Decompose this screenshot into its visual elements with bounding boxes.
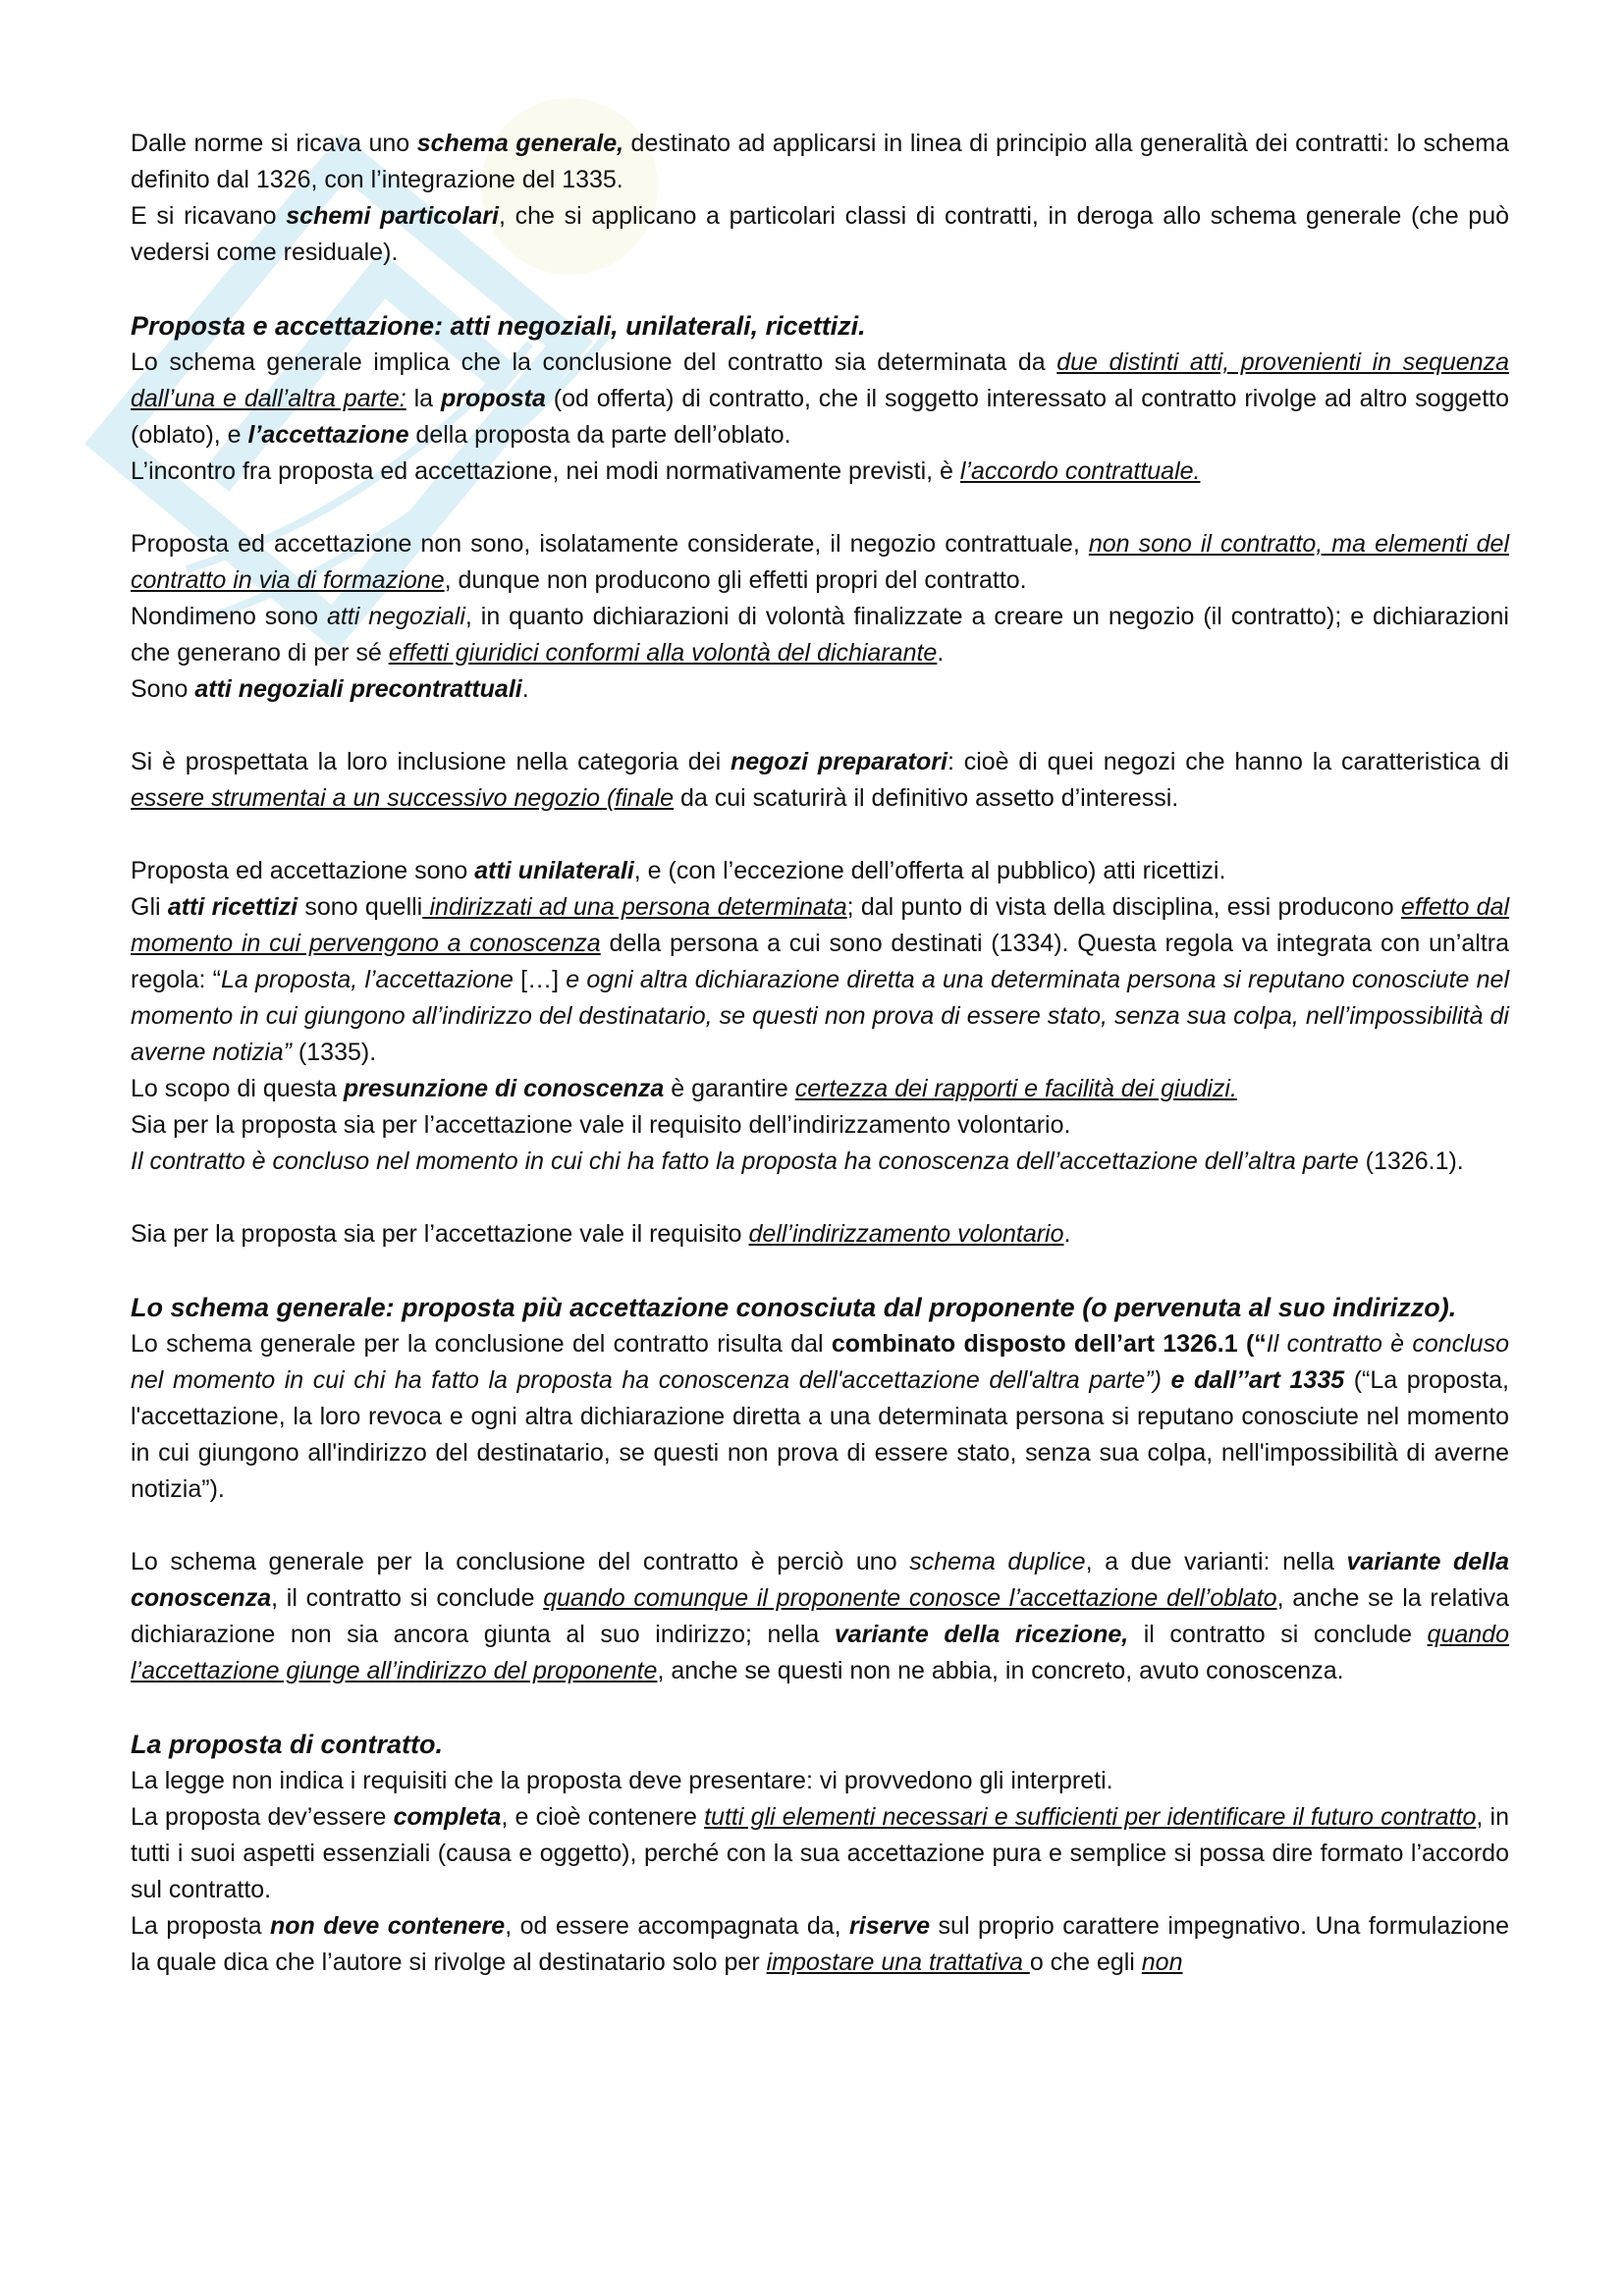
text-run: La proposta, l’accettazione (220, 966, 514, 993)
text-run: La proposta (131, 1912, 271, 1940)
text-run: presunzione di conoscenza (343, 1075, 665, 1102)
text-run: atti unilaterali (474, 857, 634, 884)
text-run: Lo schema generale per la conclusione del contratto risulta dal (131, 1330, 832, 1358)
text-run: o che egli (1029, 1949, 1142, 1976)
text-run: variante della ricezione, (834, 1621, 1129, 1648)
paragraph-spacer (131, 1689, 1509, 1726)
text-run: sono quelli (298, 893, 423, 921)
paragraph (131, 126, 1509, 198)
text-run: atti ricettizi (167, 893, 298, 921)
text-run: quando comunque il proponente conosce l’accettazione dell’oblato (543, 1584, 1277, 1612)
text-run: quando l’accettazione giunge all’indirizzo del proponente (131, 1621, 1509, 1684)
text-run: schemi particolari (286, 202, 499, 230)
paragraph-spacer (131, 817, 1509, 853)
text-run: certezza dei rapporti e facilità dei giudizi. (794, 1075, 1237, 1102)
text-run: . (1063, 1220, 1071, 1248)
text-run: della proposta da parte dell’oblato. (408, 421, 791, 449)
text-run: destinato ad applicarsi in linea di principio alla generalità dei contratti: lo schema definito dal 1326, con l’integrazione del 1335. (131, 130, 1509, 193)
text-run: variante della conoscenza (131, 1548, 1509, 1612)
paragraph (131, 1071, 1509, 1107)
text-run: , a due varianti: nella (1085, 1548, 1347, 1575)
paragraph (131, 1799, 1509, 1908)
text-run: non deve contenere (270, 1912, 506, 1940)
text-run: atti negoziali precontrattuali (194, 675, 522, 703)
text-run: effetti giuridici conformi alla volontà del dichiarante (388, 639, 938, 667)
paragraph (131, 526, 1509, 599)
text-run: ; dal punto di vista della disciplina, essi producono (846, 893, 1401, 921)
paragraph (131, 1144, 1509, 1180)
text-run: , e cioè contenere (501, 1803, 705, 1831)
paragraph (131, 1908, 1509, 1981)
text-run: essere strumentai a un successivo negozio (finale (131, 784, 675, 812)
text-run: La legge non indica i requisiti che la proposta deve presentare: vi provvedono gli interpreti. (131, 1767, 1113, 1794)
text-run: La proposta dev’essere (131, 1803, 394, 1831)
text-run: E si ricavano (131, 202, 287, 230)
section-heading (131, 1289, 1509, 1326)
text-run: , in quanto dichiarazioni di volontà finalizzate a creare un negozio (il contratto); e dichiarazioni che generano di per sé (131, 603, 1509, 667)
text-run: riserve (849, 1912, 931, 1940)
text-run: Sia per la proposta sia per l’accettazione vale il requisito (131, 1220, 749, 1248)
text-run: Proposta ed accettazione sono (131, 857, 475, 884)
text-run: (“La proposta, l'accettazione, la loro revoca e ogni altra dichiarazione diretta a una determinata persona si reputano conosciute nel momento in cui giungono all'indirizzo del destinatario, se questi non prova di essere stato, senza sua colpa, nell'impossibilità di averne notizia”). (131, 1366, 1509, 1503)
paragraph-spacer (131, 271, 1509, 307)
paragraph (131, 198, 1509, 271)
text-run: completa (393, 1803, 502, 1831)
text-run: Lo schema generale implica che la conclusione del contratto sia determinata da (131, 348, 1057, 376)
paragraph-spacer (131, 1180, 1509, 1216)
text-run: Lo schema generale: proposta più accettazione conosciuta dal proponente (o pervenuta al suo indirizzo). (131, 1293, 1457, 1322)
paragraph (131, 454, 1509, 490)
text-run: l’accettazione (247, 421, 409, 449)
paragraph (131, 744, 1509, 817)
text-run: . (521, 675, 529, 703)
text-run: Sia per la proposta sia per l’accettazione vale il requisito dell’indirizzamento volontario. (131, 1111, 1071, 1139)
text-run: Proposta e accettazione: atti negoziali, unilaterali, ricettizi. (131, 311, 866, 341)
text-run: , anche se la relativa dichiarazione non sia ancora giunta al suo indirizzo; nella (131, 1584, 1509, 1648)
text-run: Dalle norme si ricava uno (131, 130, 417, 157)
text-run: impostare una trattativa (766, 1949, 1030, 1976)
text-run: , od essere accompagnata da, (505, 1912, 850, 1940)
text-run: , il contratto si conclude (271, 1584, 544, 1612)
text-run: Lo scopo di questa (131, 1075, 344, 1102)
section-heading (131, 307, 1509, 345)
text-run: L’incontro fra proposta ed accettazione, nei modi normativamente previsti, è (131, 457, 960, 485)
text-run: Lo schema generale per la conclusione del contratto è perciò uno (131, 1548, 910, 1575)
text-run: combinato disposto dell’art 1326.1 (“ (831, 1330, 1267, 1358)
text-run: il contratto si conclude (1128, 1621, 1428, 1648)
paragraph (131, 1763, 1509, 1799)
text-run: e ogni altra dichiarazione diretta a una determinata persona si reputano conosciute nel momento in cui giungono all’indirizzo del destinatario, se questi non prova di essere stato, senza sua colpa, nell’impossibilità di averne notizia” (131, 966, 1509, 1066)
text-run: indirizzati ad una persona determinata (422, 893, 847, 921)
paragraph-spacer (131, 490, 1509, 526)
paragraph (131, 1107, 1509, 1144)
text-run: , dunque non producono gli effetti propri del contratto. (444, 566, 1027, 594)
text-run: sul proprio carattere impegnativo. Una formulazione la quale dica che l’autore si rivolge al destinatario solo per (131, 1912, 1509, 1976)
text-run: e dall’’art 1335 (1161, 1366, 1345, 1394)
text-run: , che si applicano a particolari classi di contratti, in deroga allo schema generale (che può vedersi come residuale). (131, 202, 1509, 266)
text-run: della persona a cui sono destinati (1334). Questa regola va integrata con un’altra regola: “ (131, 930, 1509, 993)
text-run: due distinti atti, provenienti in sequenza dall’una e dall’altra parte: (131, 348, 1510, 412)
text-run: […] (513, 966, 567, 993)
text-run: (1326.1). (1358, 1148, 1464, 1175)
text-run: atti negoziali (326, 603, 465, 630)
paragraph-spacer (131, 1508, 1509, 1544)
paragraph (131, 599, 1509, 671)
text-run: negozi preparatori (730, 748, 947, 775)
paragraph-spacer (131, 708, 1509, 744)
text-run: non sono il contratto, ma elementi del contratto in via di formazione (131, 530, 1509, 594)
text-run: Gli (131, 893, 168, 921)
text-run: Sono (131, 675, 195, 703)
text-run: è garantire (664, 1075, 795, 1102)
text-run: Il contratto è concluso nel momento in cui chi ha fatto la proposta ha conoscenza dell'accettazione dell'altra parte”) (131, 1330, 1509, 1394)
paragraph (131, 853, 1509, 889)
paragraph-spacer (131, 1253, 1509, 1289)
text-run: : cioè di quei negozi che hanno la caratteristica di (947, 748, 1509, 775)
text-run: Il contratto è concluso nel momento in cui chi ha fatto la proposta ha conoscenza dell’accettazione dell’altra parte (131, 1148, 1359, 1175)
text-run: effetto dal momento in cui pervengono a conoscenza (131, 893, 1510, 957)
text-run: proposta (440, 385, 546, 412)
document-body (131, 126, 1509, 1981)
text-run: , e (con l’eccezione dell’offerta al pubblico) atti ricettizi. (633, 857, 1226, 884)
text-run: la (406, 385, 441, 412)
text-run: dell’indirizzamento volontario (748, 1220, 1064, 1248)
paragraph (131, 671, 1509, 708)
paragraph (131, 345, 1509, 454)
text-run: Proposta ed accettazione non sono, isolatamente considerate, il negozio contrattuale, (131, 530, 1089, 558)
paragraph (131, 1216, 1509, 1253)
text-run: schema generale, (416, 130, 624, 157)
text-run: schema duplice (909, 1548, 1086, 1575)
text-run: tutti gli elementi necessari e sufficienti per identificare il futuro contratto (704, 1803, 1477, 1831)
text-run: Nondimeno sono (131, 603, 327, 630)
paragraph (131, 1544, 1509, 1689)
text-run: l’accordo contrattuale. (959, 457, 1201, 485)
text-run: (od offerta) di contratto, che il soggetto interessato al contratto rivolge ad altro soggetto (oblato), e (131, 385, 1509, 449)
text-run: (1335). (291, 1039, 377, 1066)
paragraph (131, 889, 1509, 1071)
section-heading (131, 1726, 1509, 1763)
text-run: . (937, 639, 945, 667)
text-run: non (1141, 1949, 1183, 1976)
text-run: da cui scaturirà il definitivo assetto d’interessi. (674, 784, 1179, 812)
text-run: Si è prospettata la loro inclusione nella categoria dei (131, 748, 731, 775)
text-run: La proposta di contratto. (131, 1730, 444, 1759)
text-run: , in tutti i suoi aspetti essenziali (causa e oggetto), perché con la sua accettazione pura e semplice si possa dire formato l’accordo sul contratto. (131, 1803, 1509, 1903)
text-run: , anche se questi non ne abbia, in concreto, avuto conoscenza. (657, 1657, 1344, 1684)
paragraph (131, 1326, 1509, 1508)
